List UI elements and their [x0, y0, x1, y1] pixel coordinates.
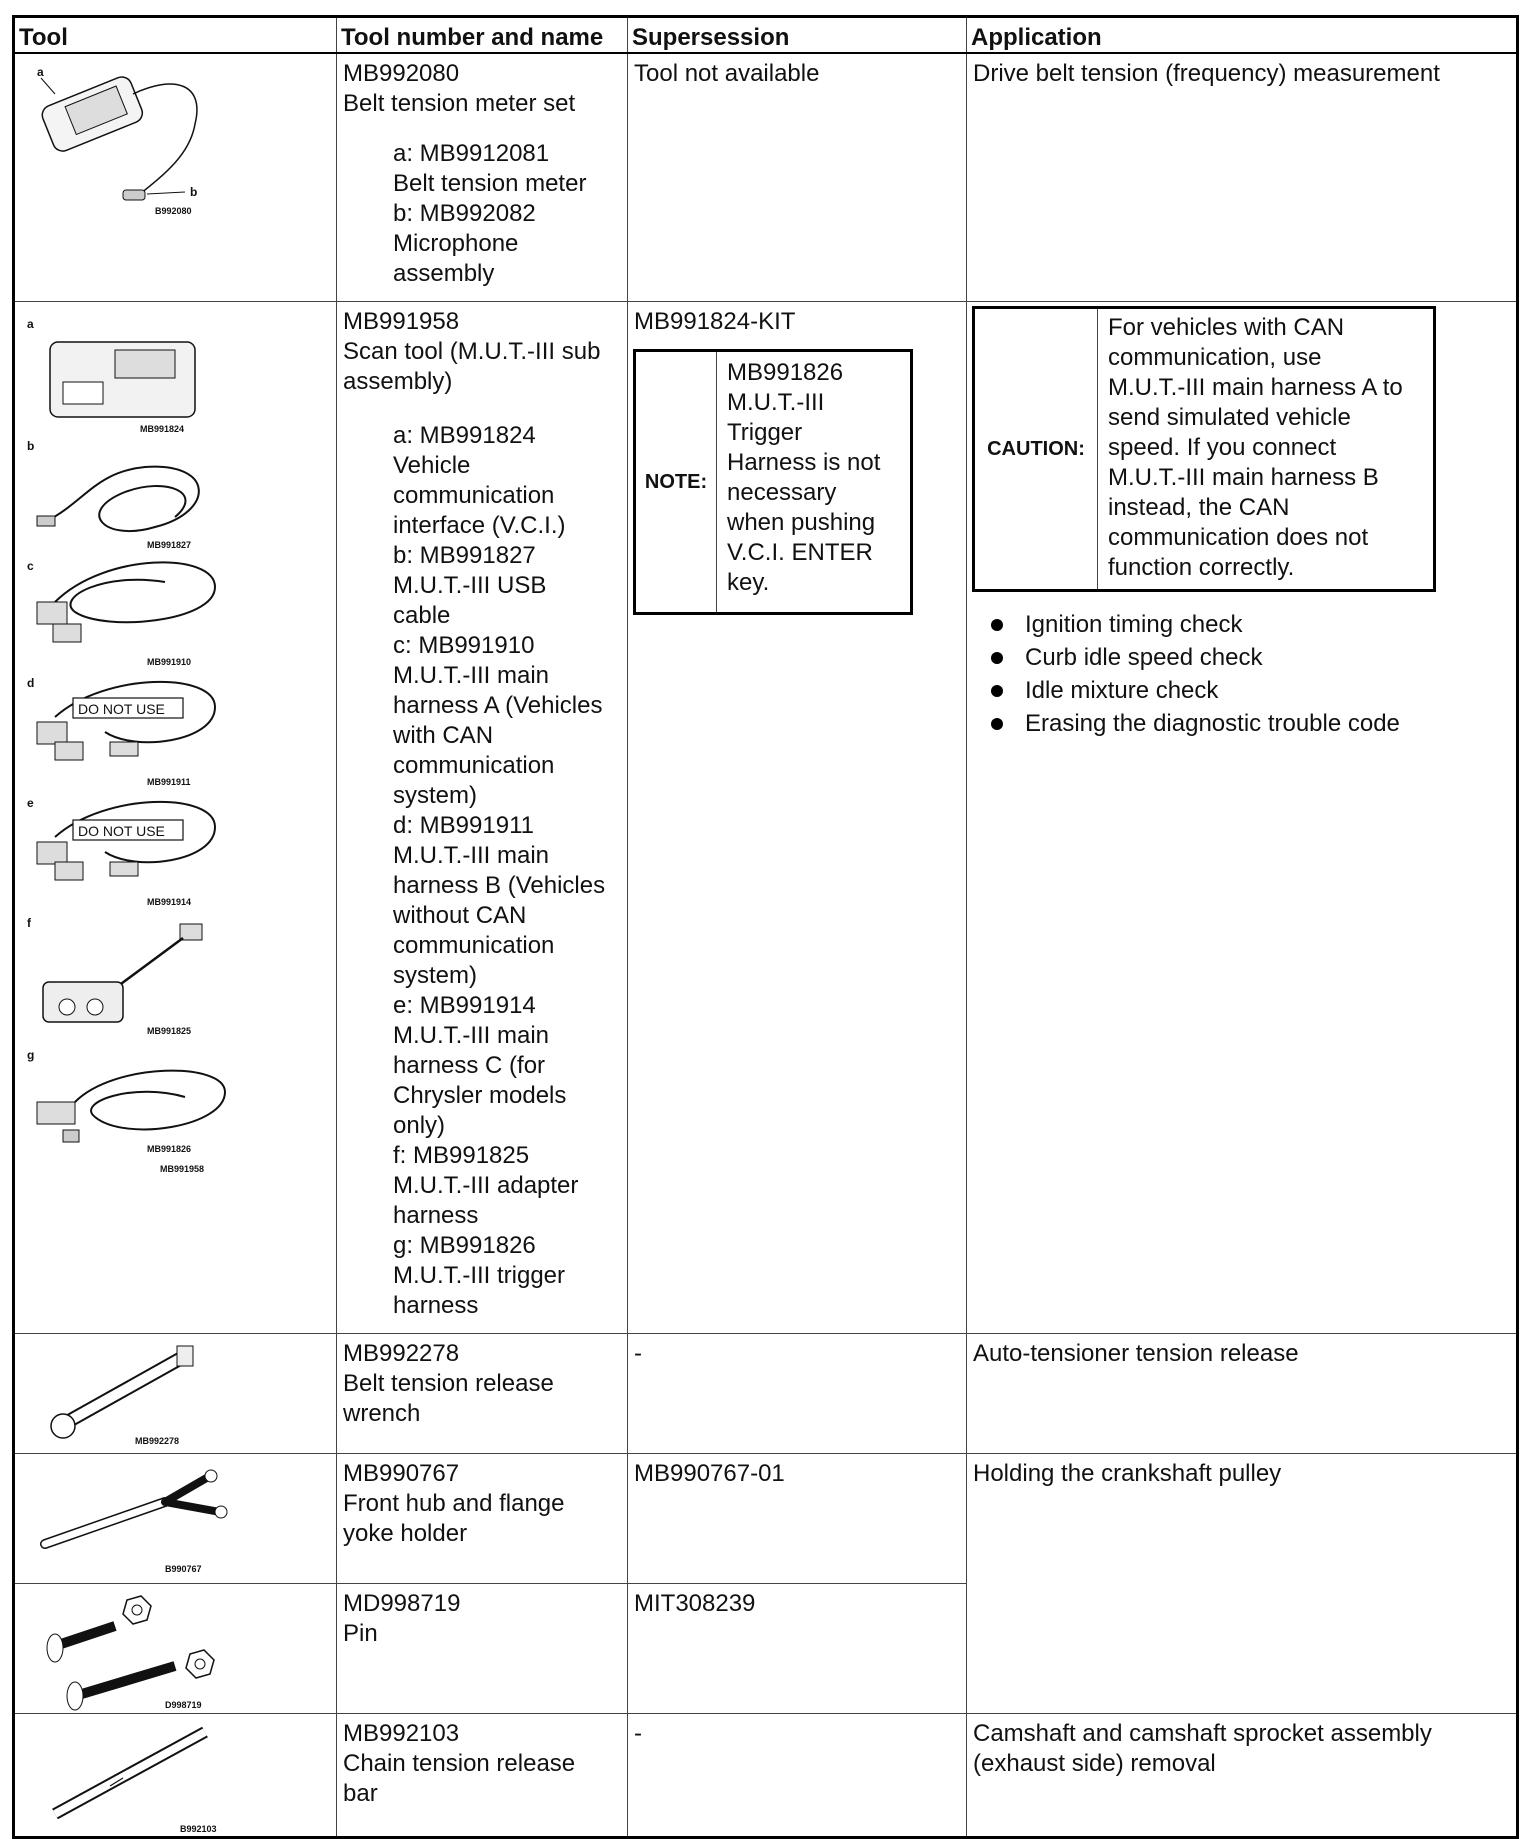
supersession-value: MB990767-01: [634, 1459, 785, 1487]
scan-tool-illustrations: [15, 302, 338, 1334]
tool-number-name-cell: [337, 1583, 628, 1713]
svg-text:MB991958: MB991958: [160, 1163, 205, 1174]
special-tools-table: [12, 15, 1519, 1839]
header-tool: Tool: [14, 17, 337, 54]
caution-line: function correctly.: [1108, 553, 1295, 581]
part-line: a: MB991824: [393, 421, 536, 449]
tool-name-line: Front hub and flange: [343, 1489, 565, 1517]
part-line: cable: [393, 601, 451, 629]
supersession-cell: [628, 53, 967, 301]
part-line: M.U.T.-III adapter: [393, 1171, 579, 1199]
tool-image-cell: [14, 1453, 337, 1583]
caution-line: M.U.T.-III main harness A to: [1108, 373, 1403, 401]
tool-name-line: yoke holder: [343, 1519, 468, 1547]
caution-line: For vehicles with CAN: [1108, 313, 1345, 341]
part-line: interface (V.C.I.): [393, 511, 566, 539]
application-list: [991, 608, 1516, 740]
svg-text:B992103: B992103: [180, 1823, 217, 1834]
caution-line: instead, the CAN: [1108, 493, 1290, 521]
harness-a-icon: [55, 562, 215, 622]
tool-number-name-cell: [337, 1453, 628, 1583]
part-line: M.U.T.-III main: [393, 661, 550, 689]
svg-text:MB991825: MB991825: [147, 1025, 192, 1036]
application-line: Camshaft and camshaft sprocket assembly: [973, 1719, 1432, 1747]
part-line: harness A (Vehicles: [393, 691, 603, 719]
part-line: a: MB9912081: [393, 140, 550, 167]
caution-line: M.U.T.-III main harness B: [1108, 463, 1379, 491]
svg-text:f: f: [27, 915, 31, 930]
table-row: [14, 1333, 1518, 1453]
note-line: necessary: [727, 478, 837, 506]
part-line: communication: [393, 481, 555, 509]
tool-number: MB991958: [343, 307, 460, 335]
release-wrench-illustration: [15, 1334, 338, 1454]
supersession-value: -: [634, 1719, 642, 1747]
tool-image-cell: [14, 1333, 337, 1453]
table-row: [14, 301, 1518, 1333]
part-line: c: MB991910: [393, 631, 535, 659]
header-application: Application: [967, 17, 1518, 54]
supersession-cell: [628, 1333, 967, 1453]
part-line: g: MB991826: [393, 1231, 536, 1259]
tool-name-line: Chain tension release: [343, 1749, 576, 1777]
part-line: f: MB991825: [393, 1141, 530, 1169]
svg-text:MB991826: MB991826: [147, 1143, 192, 1154]
part-line: harness C (for: [393, 1051, 546, 1079]
trigger-harness-icon: [75, 1070, 225, 1129]
table-row: [14, 53, 1518, 301]
caution-label: CAUTION:: [975, 309, 1098, 589]
caution-line: communication, use: [1108, 343, 1322, 371]
caution-box: [972, 306, 1436, 592]
part-line: M.U.T.-III main: [393, 841, 550, 869]
svg-text:D998719: D998719: [165, 1699, 202, 1710]
svg-text:MB992278: MB992278: [135, 1435, 180, 1446]
table-row: [14, 1713, 1518, 1837]
tool-image-cell: [14, 301, 337, 1333]
svg-text:MB991827: MB991827: [147, 539, 192, 550]
svg-text:MB991824: MB991824: [140, 423, 185, 434]
note-line: when pushing: [727, 508, 876, 536]
part-line: communication: [393, 751, 555, 779]
svg-text:MB991910: MB991910: [147, 656, 192, 667]
svg-text:c: c: [27, 558, 34, 573]
svg-text:a: a: [27, 316, 34, 331]
svg-text:b: b: [190, 185, 198, 199]
part-line: M.U.T.-III main: [393, 1021, 550, 1049]
tool-number: MD998719: [343, 1589, 461, 1617]
note-box: [633, 349, 913, 615]
usb-cable-icon: [45, 466, 199, 530]
tool-number: MB992103: [343, 1719, 460, 1747]
belt-tension-meter-illustration: [15, 54, 338, 302]
tool-number-name-cell: [337, 1713, 628, 1837]
tool-image-cell: [14, 53, 337, 301]
tool-name: Belt tension meter set: [343, 90, 576, 117]
tool-name-line: bar: [343, 1779, 378, 1807]
application-cell: [967, 53, 1518, 301]
note-line: M.U.T.-III: [727, 388, 825, 416]
part-line: Chrysler models: [393, 1081, 567, 1109]
tool-number: MB992278: [343, 1339, 460, 1367]
header-tool-number-name: Tool number and name: [337, 17, 628, 54]
svg-text:MB991914: MB991914: [147, 896, 192, 907]
part-line: assembly: [393, 260, 495, 287]
supersession-cell: [628, 1453, 967, 1583]
application-cell: [967, 1713, 1518, 1837]
note-label: NOTE:: [636, 352, 717, 612]
application-value: Auto-tensioner tension release: [973, 1339, 1299, 1367]
note-line: Trigger: [727, 418, 803, 446]
svg-text:DO NOT USE: DO NOT USE: [78, 700, 165, 717]
tool-name-line: wrench: [343, 1399, 421, 1427]
part-line: system): [393, 961, 477, 989]
pin-illustration: [15, 1584, 338, 1714]
svg-text:d: d: [27, 675, 35, 690]
part-line: Vehicle: [393, 451, 471, 479]
note-line: Harness is not: [727, 448, 881, 476]
svg-text:a: a: [37, 65, 44, 79]
application-cell: [967, 301, 1518, 1333]
supersession-value: -: [634, 1339, 642, 1367]
note-line: MB991826: [727, 358, 844, 386]
tool-number-name-cell: [337, 1333, 628, 1453]
supersession-value: MB991824-KIT: [634, 307, 796, 335]
table-header-row: [14, 17, 1518, 54]
header-supersession: Supersession: [628, 17, 967, 54]
part-line: only): [393, 1111, 446, 1139]
svg-text:g: g: [27, 1047, 35, 1062]
part-line: communication: [393, 931, 555, 959]
tool-name-line: Belt tension release: [343, 1369, 554, 1397]
supersession-cell: [628, 1583, 967, 1713]
part-line: b: MB991827: [393, 541, 536, 569]
tool-name-line: assembly): [343, 367, 453, 395]
application-value: Drive belt tension (frequency) measurement: [973, 60, 1440, 87]
svg-text:B992080: B992080: [155, 206, 192, 216]
application-cell: [967, 1453, 1518, 1713]
yoke-holder-illustration: [15, 1454, 338, 1584]
tension-release-bar-illustration: [15, 1714, 338, 1838]
part-line: M.U.T.-III USB: [393, 571, 547, 599]
application-line: (exhaust side) removal: [973, 1749, 1216, 1777]
svg-text:b: b: [27, 438, 35, 453]
supersession-cell: [628, 301, 967, 1333]
list-item: Erasing the diagnostic trouble code: [991, 707, 1516, 740]
tool-number: MB992080: [343, 60, 460, 87]
caution-line: communication does not: [1108, 523, 1369, 551]
part-line: d: MB991911: [393, 811, 534, 839]
part-line: system): [393, 781, 477, 809]
caution-line: send simulated vehicle: [1108, 403, 1351, 431]
tool-name-line: Scan tool (M.U.T.-III sub: [343, 337, 601, 365]
tool-name-line: Pin: [343, 1619, 378, 1647]
list-item: Idle mixture check: [991, 674, 1516, 707]
application-value: Holding the crankshaft pulley: [973, 1459, 1282, 1487]
note-line: key.: [727, 568, 770, 596]
part-line: e: MB991914: [393, 991, 536, 1019]
supersession-cell: [628, 1713, 967, 1837]
supersession-value: Tool not available: [634, 60, 820, 87]
table-row: [14, 1453, 1518, 1583]
part-line: b: MB992082: [393, 200, 536, 227]
part-line: with CAN: [393, 721, 494, 749]
tool-image-cell: [14, 1713, 337, 1837]
svg-text:DO NOT USE: DO NOT USE: [78, 822, 165, 839]
note-line: V.C.I. ENTER: [727, 538, 873, 566]
svg-text:B990767: B990767: [165, 1563, 202, 1574]
part-line: harness: [393, 1291, 479, 1319]
part-line: M.U.T.-III trigger: [393, 1261, 566, 1289]
part-line: Microphone: [393, 230, 519, 257]
application-cell: [967, 1333, 1518, 1453]
list-item: Curb idle speed check: [991, 641, 1516, 674]
supersession-value: MIT308239: [634, 1589, 756, 1617]
caution-line: speed. If you connect: [1108, 433, 1337, 461]
tool-number: MB990767: [343, 1459, 460, 1487]
svg-text:MB991911: MB991911: [147, 776, 191, 787]
tool-number-name-cell: [337, 53, 628, 301]
svg-text:e: e: [27, 795, 34, 810]
tool-image-cell: [14, 1583, 337, 1713]
part-line: without CAN: [393, 901, 527, 929]
part-line: harness: [393, 1201, 479, 1229]
list-item: Ignition timing check: [991, 608, 1516, 641]
part-line: harness B (Vehicles: [393, 871, 606, 899]
tool-number-name-cell: [337, 301, 628, 1333]
part-line: Belt tension meter: [393, 170, 587, 197]
